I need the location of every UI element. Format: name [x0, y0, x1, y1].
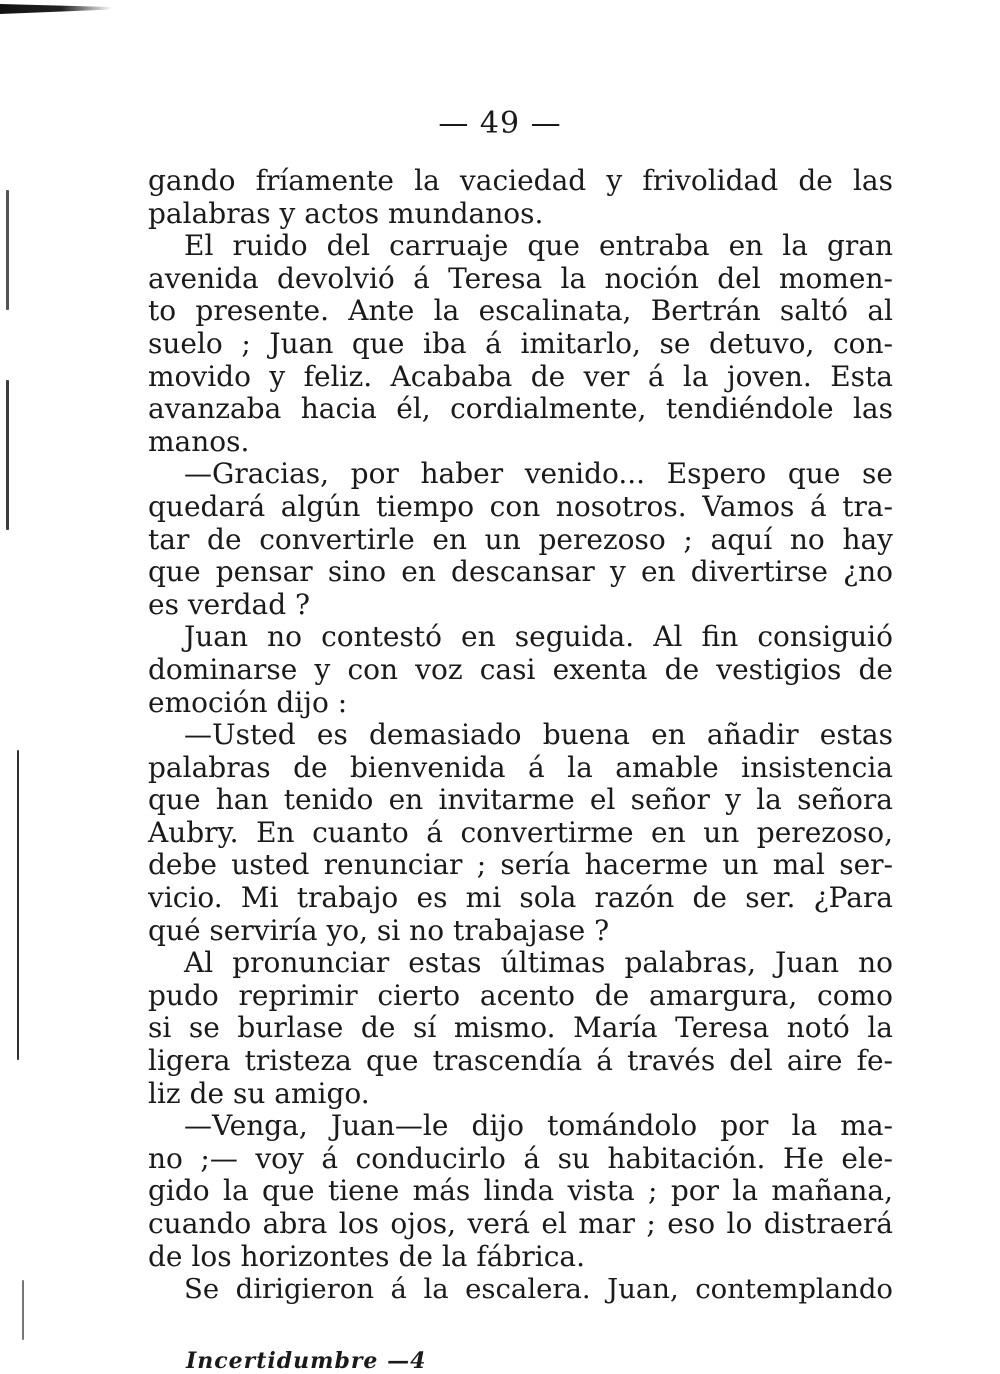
text-line: Juan no contestó en seguida. Al fin consiguió: [184, 620, 893, 654]
text-line: pudo reprimir cierto acento de amargura, como: [148, 978, 893, 1012]
text-line: El ruido del carruaje que entraba en la gran: [184, 229, 893, 263]
scan-mark-left: [6, 190, 9, 310]
footer-signature: Incertidumbre —4: [186, 1348, 427, 1374]
scan-mark-left: [17, 750, 19, 1060]
text-line: —Venga, Juan—le dijo tomándolo por la ma-: [184, 1109, 893, 1143]
text-line: qué serviría yo, si no trabajase ?: [148, 913, 610, 947]
text-line: Aubry. En cuanto á convertirme en un perezoso,: [148, 815, 893, 849]
text-line: to presente. Ante la escalinata, Bertrán saltó al: [148, 294, 893, 328]
text-line: avanzaba hacia él, cordialmente, tendiéndole las: [148, 392, 893, 426]
text-line: suelo ; Juan que iba á imitarlo, se detuvo, con-: [148, 326, 893, 360]
text-line: liz de su amigo.: [148, 1076, 370, 1110]
scan-mark-top: [0, 4, 112, 14]
text-line: tar de convertirle en un perezoso ; aquí no hay: [148, 522, 893, 556]
scan-mark-left: [6, 380, 9, 530]
text-line: que han tenido en invitarme el señor y la señora: [148, 783, 893, 817]
text-block: [148, 165, 893, 1306]
text-line: no ;— voy á conducirlo á su habitación. He ele-: [148, 1141, 893, 1175]
text-line: avenida devolvió á Teresa la noción del momen-: [148, 261, 893, 295]
scan-mark-left: [22, 1280, 24, 1340]
text-line: vicio. Mi trabajo es mi sola razón de ser. ¿Para: [148, 881, 893, 915]
text-line: emoción dijo :: [148, 685, 348, 719]
text-line: palabras y actos mundanos.: [148, 196, 544, 230]
text-line: es verdad ?: [148, 587, 311, 621]
text-line: Se dirigieron á la escalera. Juan, contemplando: [184, 1273, 893, 1306]
text-line: cuando abra los ojos, verá el mar ; eso lo distraerá: [148, 1207, 893, 1240]
text-line: quedará algún tiempo con nosotros. Vamos á tra-: [148, 489, 893, 523]
text-line: dominarse y con voz casi exenta de vestigios de: [148, 652, 893, 686]
text-line: de los horizontes de la fábrica.: [148, 1239, 585, 1273]
text-line: movido y feliz. Acababa de ver á la joven. Esta: [148, 359, 893, 393]
page-number: — 49 —: [438, 106, 562, 141]
text-line: debe usted renunciar ; sería hacerme un mal ser-: [148, 848, 893, 882]
text-line: Al pronunciar estas últimas palabras, Juan no: [184, 946, 893, 980]
text-line: que pensar sino en descansar y en divertirse ¿no: [148, 555, 893, 589]
text-line: palabras de bienvenida á la amable insistencia: [148, 750, 893, 784]
text-line: gando fríamente la vaciedad y frivolidad de las: [148, 164, 893, 197]
text-line: —Gracias, por haber venido... Espero que se: [184, 457, 893, 491]
text-line: —Usted es demasiado buena en añadir estas: [184, 718, 893, 752]
text-line: manos.: [148, 424, 250, 458]
text-line: gido la que tiene más linda vista ; por la mañana,: [148, 1174, 893, 1208]
text-line: si se burlase de sí mismo. María Teresa notó la: [148, 1011, 893, 1045]
text-line: ligera tristeza que trascendía á través del aire fe-: [148, 1044, 893, 1078]
